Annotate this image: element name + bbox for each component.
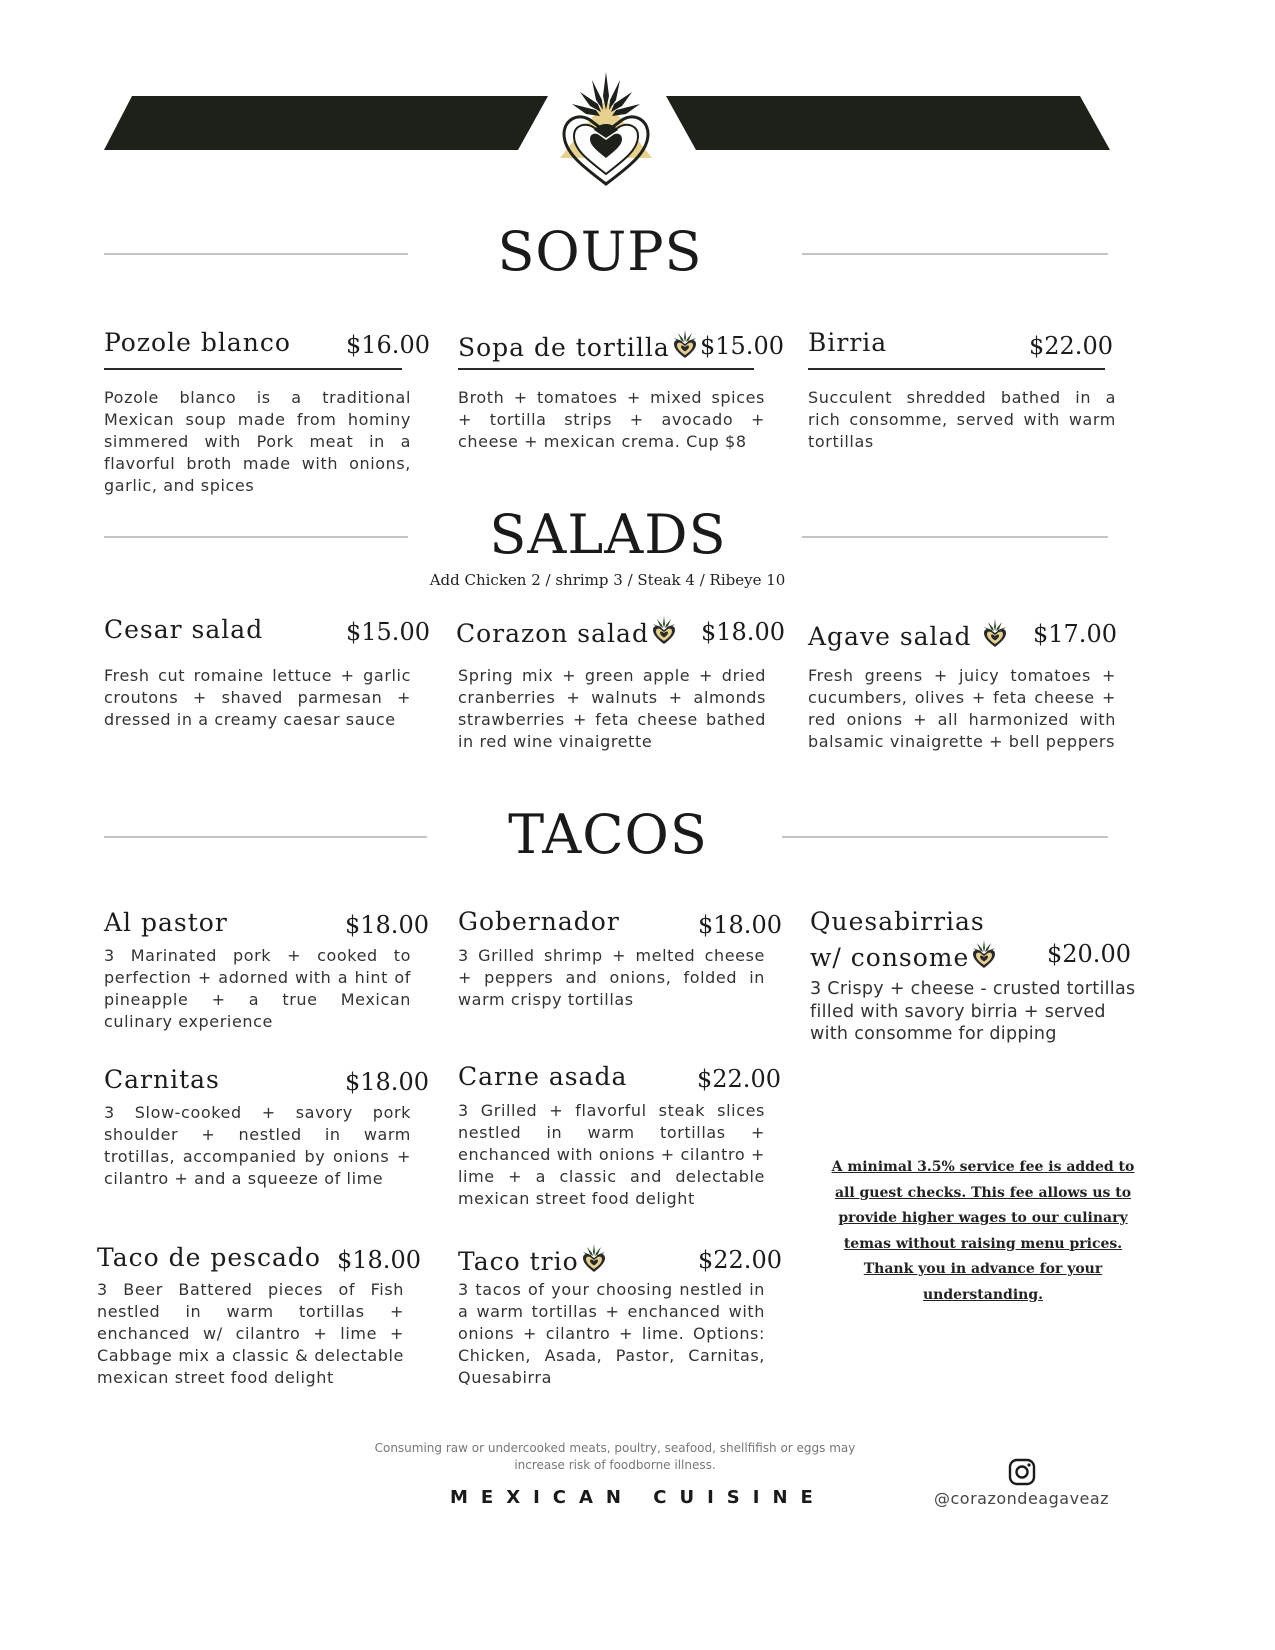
item-price: $15.00 bbox=[346, 618, 430, 646]
item-name: Taco trio bbox=[458, 1247, 579, 1276]
item-name: Agave salad bbox=[808, 622, 972, 651]
item-description: Pozole blanco is a traditional Mexican soup made from hominy simmered with Pork meat in a flavorful broth made with onions, garlic, and spices bbox=[104, 388, 411, 495]
item-name: Corazon salad bbox=[456, 619, 649, 648]
item-description: 3 Grilled shrimp + melted cheese + peppers and onions, folded in warm crispy tortillas bbox=[458, 946, 765, 1009]
social-handle[interactable]: @corazondeagaveaz bbox=[934, 1489, 1110, 1508]
item-name: Carne asada bbox=[458, 1062, 628, 1091]
item-name-row bbox=[808, 618, 1008, 651]
item-underline bbox=[104, 368, 402, 370]
service-fee-note: A minimal 3.5% service fee is added to all guest checks. This fee allows us to provide higher wages to our culinary temas without raising menu prices. Thank you in advance for your understanding. bbox=[831, 1159, 1135, 1303]
item-name: Taco de pescado bbox=[97, 1243, 321, 1272]
item-name: Pozole blanco bbox=[104, 328, 291, 357]
item-underline bbox=[808, 368, 1105, 370]
item-price: $22.00 bbox=[1029, 332, 1113, 360]
divider-line bbox=[802, 253, 1108, 255]
item-price: $20.00 bbox=[1047, 940, 1131, 968]
item-name: Al pastor bbox=[104, 908, 228, 937]
agave-heart-icon bbox=[651, 615, 677, 645]
salads-addons: Add Chicken 2 / shrimp 3 / Steak 4 / Ribeye 10 bbox=[429, 571, 786, 589]
divider-line bbox=[104, 836, 427, 838]
item-description: Fresh cut romaine lettuce + garlic croutons + shaved parmesan + dressed in a creamy caesar sauce bbox=[104, 666, 411, 729]
item-name-row bbox=[458, 329, 698, 362]
item-name: Birria bbox=[808, 328, 888, 357]
item-description: Spring mix + green apple + dried cranberries + walnuts + almonds strawberries + feta cheese bathed in red wine vinaigrette bbox=[458, 666, 766, 751]
item-price: $18.00 bbox=[345, 1068, 429, 1096]
item-description: 3 Marinated pork + cooked to perfection + adorned with a hint of pineapple + a true Mexican culinary experience bbox=[104, 946, 411, 1031]
item-price: $18.00 bbox=[345, 911, 429, 939]
item-price: $16.00 bbox=[346, 331, 430, 359]
divider-line bbox=[104, 536, 408, 538]
item-price: $18.00 bbox=[701, 618, 785, 646]
section-title-soups: SOUPS bbox=[497, 220, 703, 283]
agave-heart-icon bbox=[581, 1243, 607, 1273]
cuisine-tagline: MEXICAN CUISINE bbox=[450, 1487, 826, 1508]
item-name: Gobernador bbox=[458, 907, 620, 936]
item-price: $22.00 bbox=[697, 1065, 781, 1093]
item-description: Fresh greens + juicy tomatoes + cucumbers, olives + feta cheese + red onions + all harmonized with balsamic vinaigrette + bell peppers bbox=[808, 666, 1116, 751]
divider-line bbox=[104, 253, 408, 255]
disclaimer-line: increase risk of foodborne illness. bbox=[514, 1458, 716, 1472]
section-title-salads: SALADS bbox=[489, 503, 727, 566]
disclaimer-line: Consuming raw or undercooked meats, poultry, seafood, shellfifish or eggs may bbox=[374, 1441, 856, 1455]
item-description: 3 tacos of your choosing nestled in a warm tortillas + enchanced with onions + cilantro + lime. Options: Chicken, Asada, Pastor, Carnitas, Quesabirra bbox=[458, 1280, 765, 1387]
agave-heart-icon bbox=[982, 618, 1008, 648]
item-name-line1: Quesabirrias bbox=[810, 907, 985, 936]
agave-heart-logo-icon bbox=[556, 70, 656, 188]
item-name: Carnitas bbox=[104, 1065, 220, 1094]
item-name: Cesar salad bbox=[104, 615, 264, 644]
item-description: 3 Beer Battered pieces of Fish nestled in warm tortillas + enchanced w/ cilantro + lime + Cabbage mix a classic & delectable mexican street food delight bbox=[97, 1280, 404, 1387]
food-safety-disclaimer bbox=[340, 1440, 890, 1474]
divider-line bbox=[802, 536, 1108, 538]
item-price: $22.00 bbox=[698, 1246, 782, 1274]
item-price: $18.00 bbox=[698, 911, 782, 939]
instagram-icon[interactable] bbox=[1008, 1458, 1036, 1486]
item-description: 3 Slow-cooked + savory pork shoulder + nestled in warm trotillas, accompanied by onions + cilantro + and a squeeze of lime bbox=[104, 1103, 411, 1188]
section-title-tacos: TACOS bbox=[508, 803, 708, 866]
item-price: $17.00 bbox=[1033, 620, 1117, 648]
divider-line bbox=[782, 836, 1108, 838]
header-bar-left bbox=[104, 96, 548, 150]
item-price: $18.00 bbox=[337, 1246, 421, 1274]
item-name-row bbox=[458, 1243, 607, 1276]
item-name: Sopa de tortilla bbox=[458, 333, 670, 362]
agave-heart-icon bbox=[672, 329, 698, 359]
item-name-line2: w/ consome bbox=[810, 943, 970, 972]
item-price: $15.00 bbox=[700, 332, 784, 360]
item-underline bbox=[458, 368, 754, 370]
item-description: Broth + tomatoes + mixed spices + tortilla strips + avocado + cheese + mexican crema. Cup $8 bbox=[458, 388, 765, 451]
item-name-row bbox=[810, 939, 997, 972]
agave-heart-icon bbox=[971, 939, 997, 969]
item-description: 3 Crispy + cheese - crusted tortillas filled with savory birria + served with consomme for dipping bbox=[810, 979, 1136, 1044]
item-description: Succulent shredded bathed in a rich consomme, served with warm tortillas bbox=[808, 388, 1116, 451]
item-description: 3 Grilled + flavorful steak slices nestled in warm tortillas + enchanced with onions + cilantro + lime + a classic and delectable mexican street food delight bbox=[458, 1101, 765, 1208]
header-bar-right bbox=[666, 96, 1110, 150]
item-name-row bbox=[456, 615, 677, 648]
